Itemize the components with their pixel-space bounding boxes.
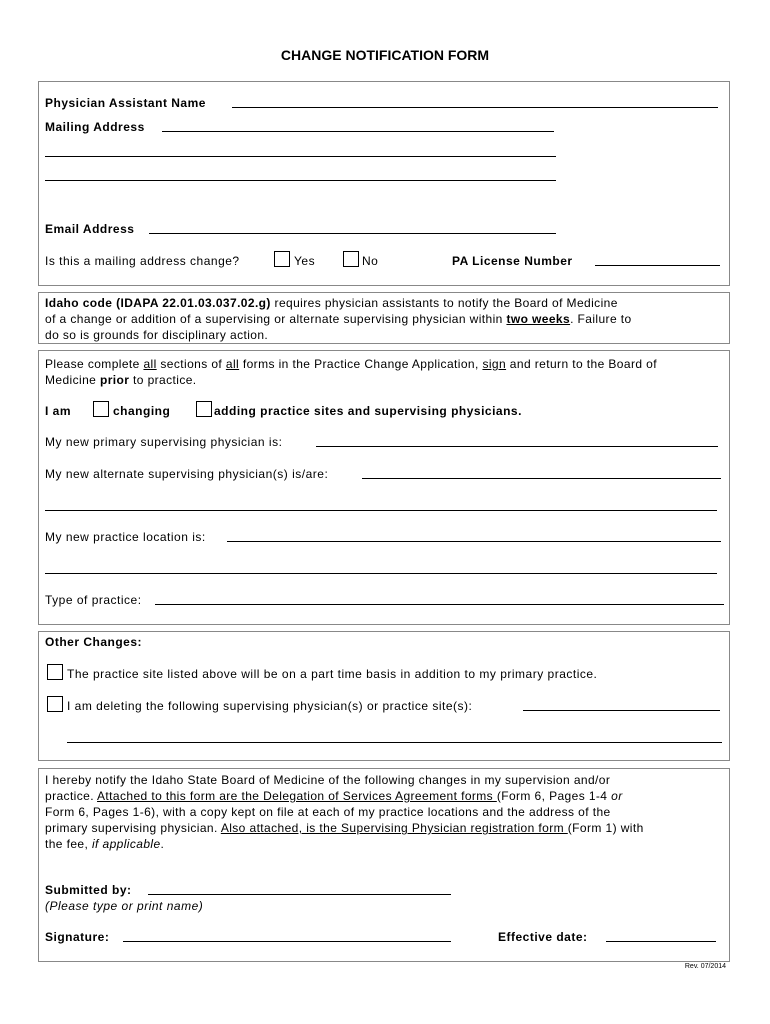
instr-1d: and return to the Board of xyxy=(506,357,657,371)
effective-date-field[interactable] xyxy=(606,941,716,942)
deleting-checkbox[interactable] xyxy=(47,696,63,712)
mailing-address-line-3[interactable] xyxy=(45,180,556,181)
pa-license-label: PA License Number xyxy=(452,254,573,268)
practice-location-field[interactable] xyxy=(227,541,721,542)
adding-checkbox[interactable] xyxy=(196,401,212,417)
pa-name-label: Physician Assistant Name xyxy=(45,96,206,110)
practice-location-label: My new practice location is: xyxy=(45,530,206,544)
other-changes-heading: Other Changes: xyxy=(45,635,143,649)
cert-or: or xyxy=(611,789,623,803)
primary-physician-label: My new primary supervising physician is: xyxy=(45,435,283,449)
cert-line-2b: (Form 6, Pages 1-4 xyxy=(496,789,612,803)
mailing-address-line-2[interactable] xyxy=(45,156,556,157)
yes-label: Yes xyxy=(294,254,316,268)
alternate-physician-field[interactable] xyxy=(362,478,721,479)
part-time-checkbox[interactable] xyxy=(47,664,63,680)
alternate-physician-label: My new alternate supervising physician(s) is/are: xyxy=(45,467,329,481)
idaho-code-text xyxy=(45,295,729,343)
deleting-line-2[interactable] xyxy=(67,742,722,743)
instr-1c: forms in the Practice Change Application, xyxy=(239,357,483,371)
changing-label: changing xyxy=(113,404,171,418)
mailing-address-label: Mailing Address xyxy=(45,120,145,134)
practice-type-field[interactable] xyxy=(155,604,724,605)
mailing-address-field[interactable] xyxy=(162,131,554,132)
two-weeks-emphasis: two weeks xyxy=(506,312,571,326)
no-label: No xyxy=(362,254,379,268)
email-address-label: Email Address xyxy=(45,222,135,236)
certification-text xyxy=(45,772,729,852)
cert-line-5b: . xyxy=(160,837,165,851)
practice-type-label: Type of practice: xyxy=(45,593,142,607)
cert-line-4a: primary supervising physician. xyxy=(45,821,221,835)
revision-note: Rev. 07/2014 xyxy=(684,963,726,970)
deleting-field[interactable] xyxy=(523,710,720,711)
instr-1a: Please complete xyxy=(45,357,144,371)
pa-license-field[interactable] xyxy=(595,265,720,266)
alternate-physician-line-2[interactable] xyxy=(45,510,717,511)
cert-line-4-underlined: Also attached, is the Supervising Physician registration form xyxy=(220,821,568,835)
address-change-question: Is this a mailing address change? xyxy=(45,254,240,268)
cert-line-4b: (Form 1) with xyxy=(567,821,644,835)
instr-prior: prior xyxy=(99,373,130,387)
idaho-code-line-3: do so is grounds for disciplinary action. xyxy=(45,328,269,342)
signature-label: Signature: xyxy=(45,930,110,944)
practice-change-instructions xyxy=(45,356,729,388)
instr-2a: Medicine xyxy=(45,373,100,387)
idaho-code-citation: Idaho code (IDAPA 22.01.03.037.02.g) xyxy=(45,296,271,310)
cert-line-2a: practice. xyxy=(45,789,98,803)
instr-2b: to practice. xyxy=(129,373,197,387)
instr-1b: sections of xyxy=(156,357,226,371)
print-name-hint: (Please type or print name) xyxy=(45,899,204,913)
practice-location-line-2[interactable] xyxy=(45,573,717,574)
deleting-label: I am deleting the following supervising physician(s) or practice site(s): xyxy=(67,699,473,713)
instr-all-2: all xyxy=(225,357,240,371)
submitted-by-label: Submitted by: xyxy=(45,883,132,897)
form-title: CHANGE NOTIFICATION FORM xyxy=(280,47,490,63)
idaho-code-line-2b: . Failure to xyxy=(570,312,632,326)
yes-checkbox[interactable] xyxy=(274,251,290,267)
primary-physician-field[interactable] xyxy=(316,446,718,447)
email-address-field[interactable] xyxy=(149,233,556,234)
submitted-by-field[interactable] xyxy=(148,894,451,895)
idaho-code-line-1: requires physician assistants to notify the Board of Medicine xyxy=(270,296,618,310)
cert-line-5a: the fee, xyxy=(45,837,92,851)
practice-change-section xyxy=(38,350,730,625)
signature-field[interactable] xyxy=(123,941,451,942)
cert-line-3: Form 6, Pages 1-6), with a copy kept on file at each of my practice locations and the address of the xyxy=(45,805,611,819)
part-time-label: The practice site listed above will be on a part time basis in addition to my primary practice. xyxy=(67,667,598,681)
effective-date-label: Effective date: xyxy=(498,930,588,944)
cert-line-1: I hereby notify the Idaho State Board of Medicine of the following changes in my supervision and/or xyxy=(45,773,611,787)
instr-all-1: all xyxy=(143,357,157,371)
pa-name-field[interactable] xyxy=(232,107,718,108)
idaho-code-line-2a: of a change or addition of a supervising or alternate supervising physician within xyxy=(45,312,507,326)
cert-if-applicable: if applicable xyxy=(91,837,161,851)
changing-checkbox[interactable] xyxy=(93,401,109,417)
cert-line-2-underlined: Attached to this form are the Delegation of Services Agreement forms xyxy=(97,789,497,803)
no-checkbox[interactable] xyxy=(343,251,359,267)
adding-label: adding practice sites and supervising physicians. xyxy=(214,404,522,418)
i-am-label: I am xyxy=(45,404,72,418)
instr-sign: sign xyxy=(482,357,507,371)
